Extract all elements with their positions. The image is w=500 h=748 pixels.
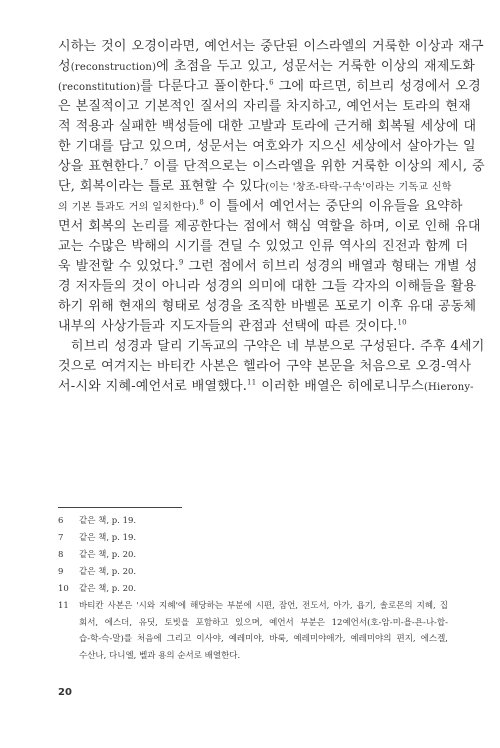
footnote-ref[interactable]: 6 bbox=[269, 78, 274, 87]
parenthetical-term: (reconstruction) bbox=[70, 62, 157, 73]
footnote-text: 같은 책, p. 20. bbox=[79, 550, 137, 560]
parenthetical-note: (이는 '창조-타락-구속'이라는 기독교 신학 bbox=[265, 182, 452, 193]
body-line: 서-시와 지혜-예언서로 배열했다.$^{11}$ 이러한 배열은 히에로니무스(Hierony- bbox=[58, 378, 474, 394]
footnote-number: 11 bbox=[58, 601, 69, 611]
footnote-text: 같은 책, p. 19. bbox=[79, 533, 137, 543]
footnote-text: 같은 책, p. 20. bbox=[79, 567, 137, 577]
parenthetical-term: (Hierony- bbox=[423, 382, 474, 393]
body-line: 것으로 여겨지는 바티칸 사본은 헬라어 구약 본문을 처음으로 오경-역사 bbox=[58, 359, 472, 374]
body-line: 적 적용과 실패한 백성들에 대한 고발과 토라에 근거해 회복될 세상에 대 bbox=[58, 119, 477, 134]
footnote-number: 7 bbox=[58, 533, 64, 543]
body-line: 경 저자들의 것이 아니라 성경의 의미에 대한 그들 각자의 이해들을 활용 bbox=[58, 279, 477, 294]
footnote-ref[interactable]: 7 bbox=[143, 158, 149, 167]
footnote-line: 바티칸 사본은 '시와 지혜'에 해당하는 부분에 시편, 잠언, 전도서, 아가, 욥기, 솔로몬의 지혜, 집 bbox=[79, 601, 448, 611]
body-line: 하기 위해 현재의 형태로 성경을 조직한 바벨론 포로기 이후 유대 공동체 bbox=[58, 299, 477, 314]
footnote-ref[interactable]: 8 bbox=[199, 198, 204, 207]
footnote-text bbox=[79, 598, 448, 664]
footnote-number: 8 bbox=[58, 550, 64, 560]
body-line: 단, 회복이라는 틀로 표현할 수 있다(이는 '창조-타락-구속'이라는 기독교 신학 bbox=[58, 179, 452, 194]
footnote-number: 9 bbox=[58, 567, 64, 577]
footnote-number: 6 bbox=[58, 516, 64, 526]
page-number: 20 bbox=[58, 687, 72, 698]
footnote-ref[interactable]: 9 bbox=[178, 258, 184, 267]
body-line: 상을 표현한다.$^7$ 이를 단적으로는 이스라엘을 위한 거룩한 이상의 제시, 중 bbox=[58, 158, 485, 174]
body-line: 의 기본 틀과도 거의 일치한다).$^8$ 이 틀에서 예언서는 중단의 이유들을 요약하 bbox=[58, 198, 463, 214]
footnote-divider bbox=[58, 507, 182, 508]
body-paragraph-2 bbox=[58, 337, 485, 397]
footnote-line: 습-학-슥-말)를 처음에 그리고 이사야, 예레미야, 바룩, 예레미야애가, 예레미야의 편지, 에스겔, bbox=[79, 634, 448, 644]
footnote-ref[interactable]: 10 bbox=[397, 318, 407, 327]
footnote-item bbox=[58, 530, 448, 547]
footnote-item bbox=[58, 564, 448, 581]
footnote-ref[interactable]: 11 bbox=[247, 378, 257, 387]
body-paragraph-1 bbox=[58, 37, 485, 337]
parenthetical-note: 의 기본 틀과도 거의 일치한다). bbox=[58, 202, 200, 213]
footnote-item bbox=[58, 581, 448, 598]
footnote-text: 같은 책, p. 19. bbox=[79, 516, 137, 526]
body-line: 시하는 것이 오경이라면, 예언서는 중단된 이스라엘의 거룩한 이상과 재구 bbox=[58, 39, 484, 54]
body-line: 히브리 성경과 달리 기독교의 구약은 네 부분으로 구성된다. 주후 4세기 bbox=[71, 339, 485, 354]
body-line: 은 본질적이고 기본적인 질서의 자리를 차지하고, 예언서는 토라의 현재 bbox=[58, 99, 471, 114]
footnote-number: 10 bbox=[58, 584, 69, 594]
footnote-text: 같은 책, p. 20. bbox=[79, 584, 137, 594]
body-line: 내부의 사상가들과 지도자들의 관점과 선택에 따른 것이다.$^{10}$ bbox=[58, 318, 407, 334]
body-line: 교는 수많은 박해의 시기를 견딜 수 있었고 인류 역사의 진전과 함께 더 bbox=[58, 239, 469, 254]
footnote-line: 회서, 에스더, 유딧, 토빗을 포함하고 있으며, 예언서 부분은 12예언서(호-암-미-욜-욘-나-합- bbox=[79, 617, 448, 628]
body-line: 한 기대를 담고 있으며, 성문서는 여호와가 지으신 세상에서 살아가는 일 bbox=[58, 139, 476, 154]
footnote-item bbox=[58, 598, 448, 664]
body-line: 욱 발전할 수 있었다.$^9$ 그런 점에서 히브리 성경의 배열과 형태는 개별 성 bbox=[58, 258, 478, 274]
body-line: 성(reconstruction)에 초점을 두고 있고, 성문서는 거룩한 이상의 재제도화 bbox=[58, 59, 476, 74]
footnote-line: 수산나, 다니엘, 벨과 용의 순서로 배열한다. bbox=[79, 650, 241, 661]
footnote-item bbox=[58, 547, 448, 564]
body-line: (reconstitution)를 다룬다고 풀이한다.$^6$ 그에 따르면, 히브리 성경에서 오경 bbox=[58, 78, 481, 94]
footnotes bbox=[58, 513, 448, 664]
body-line: 면서 회복의 논리를 제공한다는 점에서 핵심 역할을 하며, 이로 인해 유대 bbox=[58, 219, 481, 234]
footnote-item bbox=[58, 513, 448, 530]
parenthetical-term: (reconstitution) bbox=[58, 82, 141, 93]
